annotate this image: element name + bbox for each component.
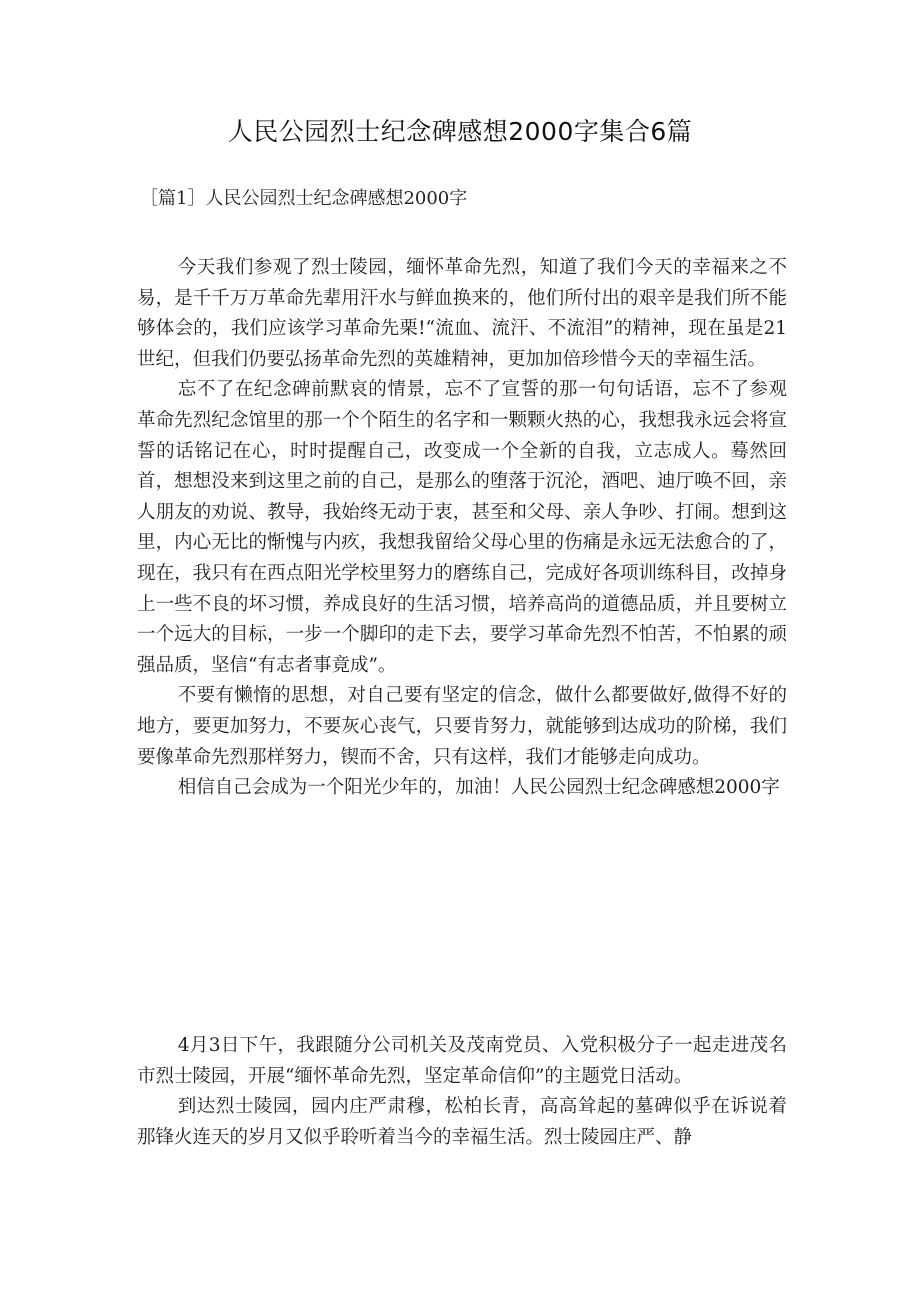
- paragraph: 今天我们参观了烈士陵园，缅怀革命先烈，知道了我们今天的幸福来之不易，是千千万万革命先辈用汗水与鲜血换来的，他们所付出的艰辛是我们所不能够体会的，我们应该学习革命先栗!“流血、流汗、不流泪”的精神，现在虽是21世纪，但我们仍要弘扬革命先烈的英雄精神，更加加倍珍惜今天的幸福生活。: [137, 257, 787, 370]
- paragraph: 到达烈士陵园，园内庄严肃穆，松柏长青，高高耸起的墓碑似乎在诉说着那锋火连天的岁月又似乎聆听着当今的幸福生活。烈士陵园庄严、静: [137, 1096, 787, 1148]
- section-heading: ［篇1］人民公园烈士纪念碑感想2000字: [140, 188, 468, 209]
- paragraph: 忘不了在纪念碑前默哀的情景，忘不了宣誓的那一句句话语，忘不了参观革命先烈纪念馆里的那一个个陌生的名字和一颗颗火热的心，我想我永远会将宣誓的话铭记在心，时时提醒自己，改变成一个全新的自我，立志成人。蓦然回首，想想没来到这里之前的自己，是那么的堕落于沉沦，酒吧、迪厅唤不回，亲人朋友的劝说、教导，我始终无动于衷，甚至和父母、亲人争吵、打闹。想到这里，内心无比的惭愧与内疚，我想我留给父母心里的伤痛是永远无法愈合的了，现在，我只有在西点阳光学校里努力的磨练自己，完成好各项训练科目，改掉身上一些不良的坏习惯，养成良好的生活习惯，培养高尚的道德品质，并且要树立一个远大的目标，一步一个脚印的走下去，要学习革命先烈不怕苦，不怕累的顽强品质，坚信“有志者事竟成”。: [137, 379, 787, 676]
- document-title: 人民公园烈士纪念碑感想2000字集合6篇: [227, 117, 693, 146]
- paragraph: 不要有懒惰的思想，对自己要有坚定的信念，做什么都要做好,做得不好的地方，要更加努力，不要灰心丧气，只要肯努力，就能够到达成功的阶梯，我们要像革命先烈那样努力，锲而不舍，只有这样，我们才能够走向成功。: [137, 685, 787, 768]
- section-2-body: [137, 1031, 787, 1153]
- section-1-body: [137, 253, 787, 804]
- paragraph: 相信自己会成为一个阳光少年的，加油！人民公园烈士纪念碑感想2000字: [177, 777, 780, 799]
- paragraph: 4月3日下午，我跟随分公司机关及茂南党员、入党积极分子一起走进茂名市烈士陵园，开展“缅怀革命先烈，坚定革命信仰”的主题党日活动。: [137, 1035, 787, 1087]
